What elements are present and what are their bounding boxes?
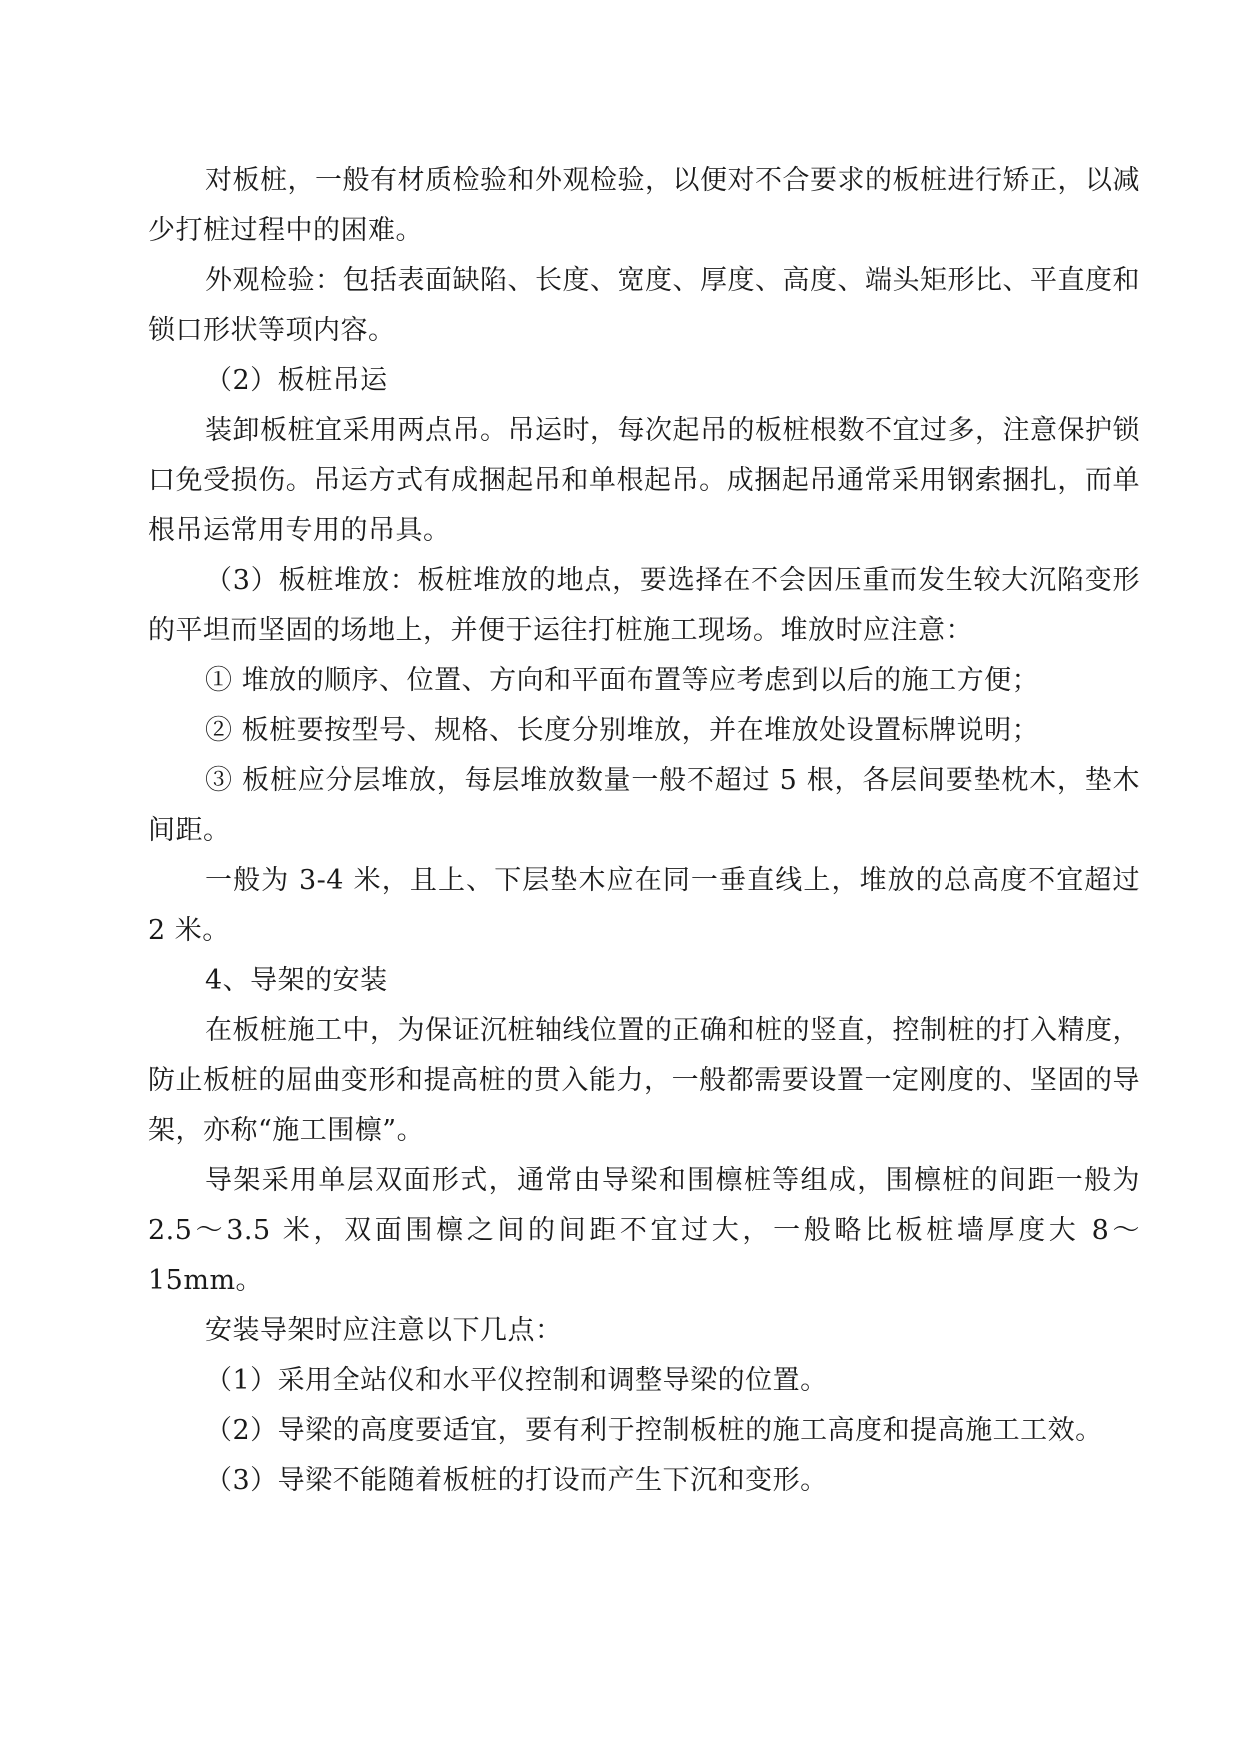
paragraph-installation-notes: 安装导架时应注意以下几点： <box>205 1315 563 1346</box>
paragraph-visual-inspection: 外观检验：包括表面缺陷、长度、宽度、厚度、高度、端头矩形比、平直度和锁口形状等项内容。 <box>148 265 1140 346</box>
list-item-installation-1: （1）采用全站仪和水平仪控制和调整导梁的位置。 <box>205 1365 828 1396</box>
list-item-installation-2: （2）导梁的高度要适宜，要有利于控制板桩的施工高度和提高施工工效。 <box>205 1415 1103 1446</box>
heading-guide-frame-installation: 4、导架的安装 <box>205 965 388 996</box>
paragraph-hoisting-method: 装卸板桩宜采用两点吊。吊运时，每次起吊的板桩根数不宜过多，注意保护锁口免受损伤。吊运方式有成捆起吊和单根起吊。成捆起吊通常采用钢索捆扎，而单根吊运常用专用的吊具。 <box>148 415 1140 546</box>
heading-pile-hoisting: （2）板桩吊运 <box>205 365 388 396</box>
list-item-stacking-1: ① 堆放的顺序、位置、方向和平面布置等应考虑到以后的施工方便； <box>205 665 1040 696</box>
paragraph-pile-stacking: （3）板桩堆放：板桩堆放的地点，要选择在不会因压重而发生较大沉陷变形的平坦而坚固的场地上，并便于运往打桩施工现场。堆放时应注意： <box>148 565 1140 646</box>
document-body <box>148 156 1140 1506</box>
list-item-stacking-3: ③ 板桩应分层堆放，每层堆放数量一般不超过 5 根，各层间要垫枕木，垫木间距。 <box>148 765 1140 846</box>
paragraph-sleeper-spacing: 一般为 3-4 米，且上、下层垫木应在同一垂直线上，堆放的总高度不宜超过 2 米。 <box>148 865 1140 946</box>
list-item-installation-3: （3）导梁不能随着板桩的打设而产生下沉和变形。 <box>205 1465 828 1496</box>
paragraph-guide-frame-purpose: 在板桩施工中，为保证沉桩轴线位置的正确和桩的竖直，控制桩的打入精度，防止板桩的屈曲变形和提高桩的贯入能力，一般都需要设置一定刚度的、坚固的导架，亦称“施工围檩”。 <box>148 1015 1140 1146</box>
paragraph-inspection-intro: 对板桩，一般有材质检验和外观检验，以便对不合要求的板桩进行矫正，以减少打桩过程中的困难。 <box>148 165 1140 246</box>
paragraph-guide-frame-form: 导架采用单层双面形式，通常由导梁和围檩桩等组成，围檩桩的间距一般为 2.5～3.5 米，双面围檩之间的间距不宜过大，一般略比板桩墙厚度大 8～15mm。 <box>148 1165 1140 1296</box>
list-item-stacking-2: ② 板桩要按型号、规格、长度分别堆放，并在堆放处设置标牌说明； <box>205 715 1040 746</box>
